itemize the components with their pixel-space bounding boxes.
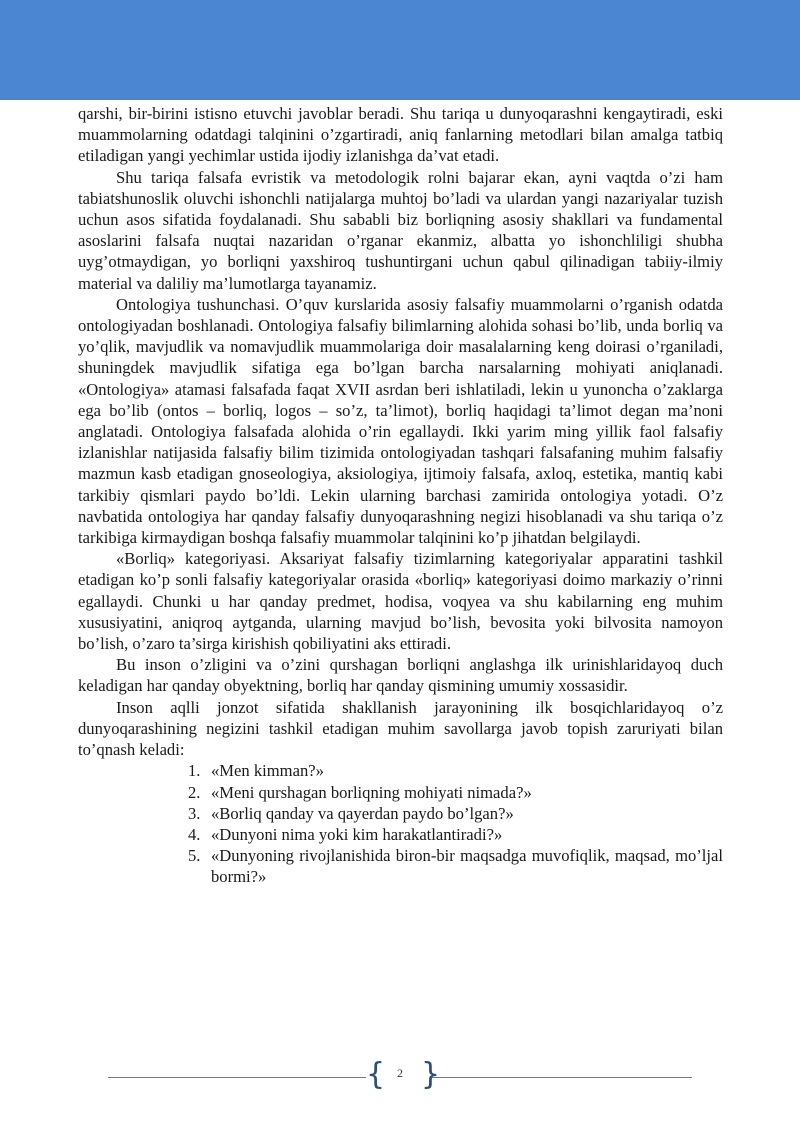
paragraph-falsafa-roli: Shu tariqa falsafa evristik va metodologik rolni bajarar ekan, ayni vaqtda o’zi ham tabiatshunoslik oluvchi ishonchli natijalarga muhtoj bo’ladi va ulardan yangi nazariyalar tuzish uchun asos sifatida foydalanadi. Shu sababli biz borliqning asosiy shakllari va fundamental asoslarini falsafa nuqtai nazaridan o’rganar ekanmiz, albatta yo ishonchliligi shubha uyg’otmaydigan, yo borliqni yaxshiroq tushuntirgani uchun qabul qilinadigan tabiiy-ilmiy material va daliliy ma’lumotlarga tayanamiz.: [78, 167, 723, 293]
paragraph-ontologiya: Ontologiya tushunchasi. O’quv kurslarida asosiy falsafiy muammolarni o’rganish odatda ontologiyadan boshlanadi. Ontologiya falsafiy bilimlarning alohida sohasi bo’lib, unda borliq va yo’qlik, mavjudlik va nomavjudlik muammolariga doir masalalarning keng doirasi o’rganiladi, shuningdek mavjudlik sifatiga ega bo’lgan barcha narsalarning mohiyati aniqlanadi. «Ontologiya» atamasi falsafada faqat XVII asrdan beri ishlatiladi, lekin u yunoncha o’zaklarga ega bo’lib (ontos – borliq, logos – so’z, ta’limot), borliq haqidagi ta’limot degan ma’noni anglatadi. Ontologiya falsafada alohida o’rin egallaydi. Ikki yarim ming yillik faol falsafiy izlanishlar natijasida falsafiy bilim tizimida ontologiyadan tashqari falsafaning muhim falsafiy mazmun kasb etadigan gnoseologiya, aksiologiya, ijtimoiy falsafa, axloq, estetika, mantiq kabi tarkibiy qismlari paydo bo’ldi. Lekin ularning barchasi zamirida ontologiya yotadi. O’z navbatida ontologiya har qanday falsafiy dunyoqarashning negizi hisoblanadi va shu tariqa o’z tarkibiga kirmaydigan boshqa falsafiy muammolar talqinini ko’p jihatdan belgilaydi.: [78, 294, 723, 548]
footer-rule-right: [432, 1077, 692, 1078]
paragraph-xossa: Bu inson o’zligini va o’zini qurshagan borliqni anglashga ilk urinishlaridayoq duch keladigan har qanday obyektning, borliq har qanday qismining umumiy xossasidir.: [78, 655, 723, 696]
list-item-number: 5.: [188, 846, 201, 866]
page-number: 2: [397, 1066, 403, 1080]
footer-rule-left: [108, 1077, 366, 1078]
paragraph-inson: Inson aqlli jonzot sifatida shakllanish jarayonining ilk bosqichlaridayoq o’z dunyoqarashining negizini tashkil etadigan muhim savollarga javob topish zaruriyati bilan to’qnash keladi:: [78, 697, 723, 760]
list-item: [188, 845, 723, 887]
header-band: [0, 0, 800, 100]
list-item: [188, 782, 723, 803]
list-item: [188, 760, 723, 781]
paragraph-continuation: qarshi, bir-birini istisno etuvchi javoblar beradi. Shu tariqa u dunyoqarashni kengaytiradi, eski muammolarning odatdagi talqinini o’zgartiradi, aniq fanlarning metodlari bilan amalga tatbiq etiladigan yangi yechimlar ustida ijodiy izlanishga da’vat etadi.: [78, 104, 723, 166]
list-item-text: «Dunyoni nima yoki kim harakatlantiradi?»: [211, 824, 503, 844]
list-item: [188, 803, 723, 824]
list-item-number: 2.: [188, 782, 201, 802]
paragraph-borliq-kategoriyasi: «Borliq» kategoriyasi. Aksariyat falsafiy tizimlarning kategoriyalar apparatini tashkil etadigan ko’p sonli falsafiy kategoriyalar orasida «borliq» kategoriyasi doimo markaziy o’rinni egallaydi. Chunki u har qanday predmet, hodisa, voqyea va shu kabilarning eng muhim xususiyatini, aniqroq aytganda, ularning mavjud bo’lish, bevosita yoki bilvosita namoyon bo’lish, o’zaro ta’sirga kirishish qobiliyatini aks ettiradi.: [78, 549, 723, 654]
right-brace-icon: }: [421, 1057, 441, 1092]
list-item-number: 1.: [188, 761, 201, 781]
list-item-text: «Borliq qanday va qayerdan paydo bo’lgan?»: [211, 803, 514, 823]
questions-list: [78, 760, 723, 887]
list-item-number: 4.: [188, 824, 201, 844]
list-item-text: «Meni qurshagan borliqning mohiyati nimada?»: [211, 782, 532, 802]
document-body: [78, 103, 723, 888]
list-item-text: «Men kimman?»: [211, 761, 324, 781]
list-item-text: «Dunyoning rivojlanishida biron-bir maqsadga muvofiqlik, maqsad, mo’ljal bormi?»: [211, 846, 723, 887]
list-item-number: 3.: [188, 803, 201, 823]
left-brace-icon: {: [366, 1057, 386, 1092]
list-item: [188, 824, 723, 845]
